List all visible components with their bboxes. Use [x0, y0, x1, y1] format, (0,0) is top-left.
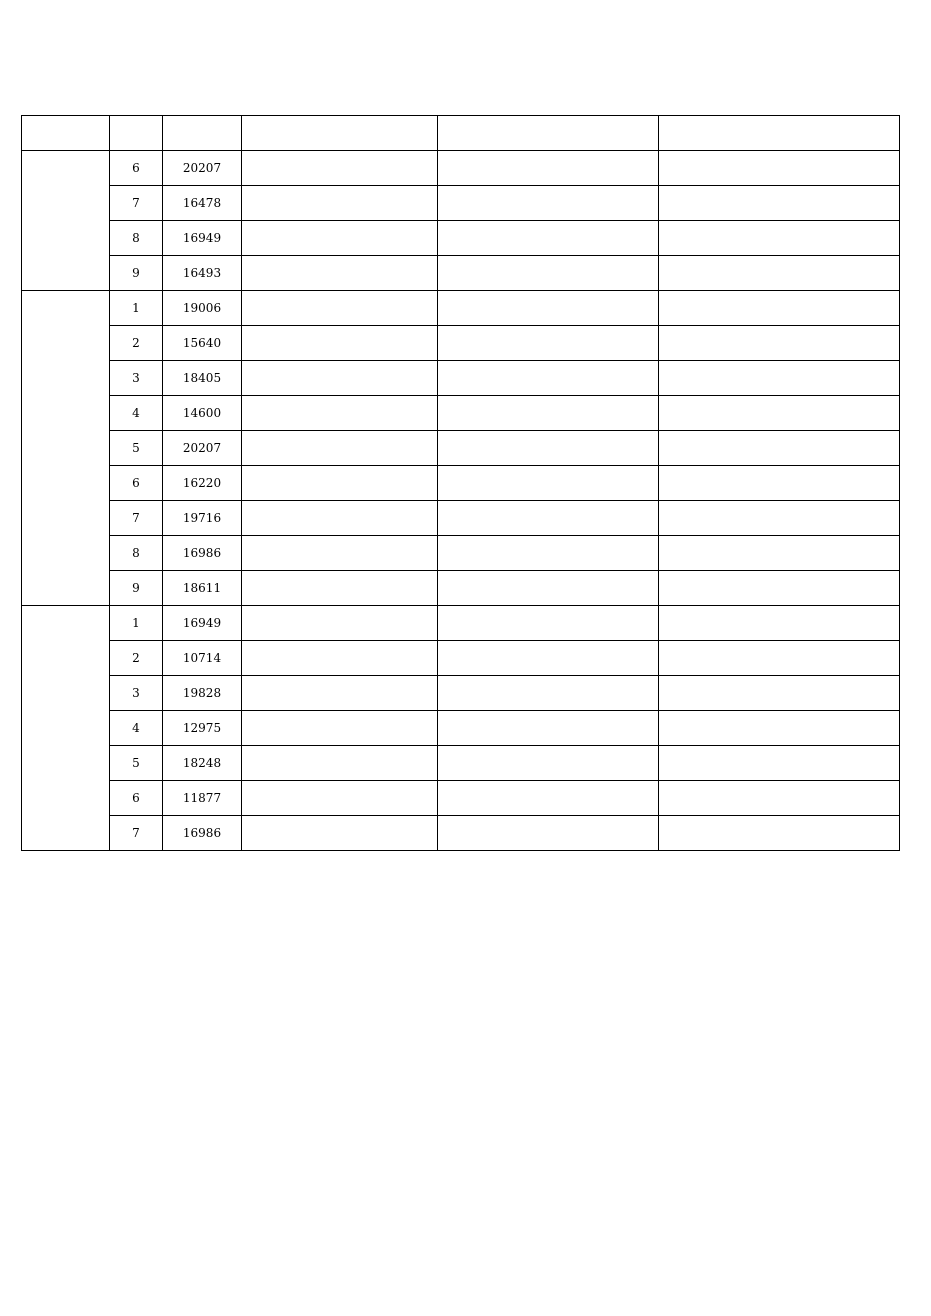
- member-name-cell: [242, 746, 438, 781]
- affiliation-cell: [659, 256, 900, 291]
- member-id-cell: 19006: [163, 291, 242, 326]
- table-row: [22, 781, 900, 816]
- header-child-name: [438, 116, 659, 151]
- table-row: [22, 641, 900, 676]
- child-name-cell: [438, 396, 659, 431]
- order-cell: 3: [110, 361, 163, 396]
- level-cell: [22, 151, 110, 291]
- child-name-cell: [438, 536, 659, 571]
- order-cell: 6: [110, 781, 163, 816]
- child-name-cell: [438, 641, 659, 676]
- member-name-cell: [242, 221, 438, 256]
- affiliation-cell: [659, 571, 900, 606]
- affiliation-cell: [659, 536, 900, 571]
- table-row: [22, 816, 900, 851]
- order-cell: 4: [110, 396, 163, 431]
- child-name-cell: [438, 781, 659, 816]
- member-id-cell: 16986: [163, 536, 242, 571]
- table-row: [22, 151, 900, 186]
- level-cell: [22, 291, 110, 606]
- order-cell: 9: [110, 571, 163, 606]
- table-row: [22, 536, 900, 571]
- order-cell: 1: [110, 291, 163, 326]
- order-cell: 7: [110, 816, 163, 851]
- table-row: [22, 501, 900, 536]
- affiliation-cell: [659, 501, 900, 536]
- table-row: [22, 746, 900, 781]
- member-id-cell: 16949: [163, 606, 242, 641]
- member-id-cell: 12975: [163, 711, 242, 746]
- table-body: [22, 151, 900, 851]
- child-name-cell: [438, 291, 659, 326]
- member-id-cell: 16949: [163, 221, 242, 256]
- member-id-cell: 18611: [163, 571, 242, 606]
- child-name-cell: [438, 816, 659, 851]
- member-name-cell: [242, 641, 438, 676]
- affiliation-cell: [659, 816, 900, 851]
- level-cell: [22, 606, 110, 851]
- order-cell: 6: [110, 151, 163, 186]
- child-name-cell: [438, 151, 659, 186]
- member-name-cell: [242, 256, 438, 291]
- affiliation-cell: [659, 606, 900, 641]
- table-row: [22, 291, 900, 326]
- member-id-cell: 18248: [163, 746, 242, 781]
- table-row: [22, 326, 900, 361]
- member-name-cell: [242, 151, 438, 186]
- table-row: [22, 431, 900, 466]
- header-member-name: [242, 116, 438, 151]
- order-cell: 2: [110, 326, 163, 361]
- affiliation-cell: [659, 221, 900, 256]
- table-row: [22, 606, 900, 641]
- member-name-cell: [242, 676, 438, 711]
- member-id-cell: 20207: [163, 431, 242, 466]
- table-row: [22, 711, 900, 746]
- table-row: [22, 186, 900, 221]
- member-name-cell: [242, 816, 438, 851]
- affiliation-cell: [659, 466, 900, 501]
- affiliation-cell: [659, 326, 900, 361]
- member-name-cell: [242, 326, 438, 361]
- member-id-cell: 19716: [163, 501, 242, 536]
- child-name-cell: [438, 746, 659, 781]
- header-level: [22, 116, 110, 151]
- member-id-cell: 16493: [163, 256, 242, 291]
- member-name-cell: [242, 536, 438, 571]
- order-cell: 4: [110, 711, 163, 746]
- member-name-cell: [242, 186, 438, 221]
- affiliation-cell: [659, 151, 900, 186]
- table-row: [22, 221, 900, 256]
- affiliation-cell: [659, 186, 900, 221]
- member-name-cell: [242, 361, 438, 396]
- order-cell: 9: [110, 256, 163, 291]
- order-cell: 5: [110, 431, 163, 466]
- member-id-cell: 14600: [163, 396, 242, 431]
- member-table: [21, 115, 900, 851]
- member-name-cell: [242, 571, 438, 606]
- header-member-id: [163, 116, 242, 151]
- member-name-cell: [242, 781, 438, 816]
- table-row: [22, 361, 900, 396]
- child-name-cell: [438, 466, 659, 501]
- member-name-cell: [242, 606, 438, 641]
- order-cell: 1: [110, 606, 163, 641]
- child-name-cell: [438, 606, 659, 641]
- child-name-cell: [438, 501, 659, 536]
- member-id-cell: 10714: [163, 641, 242, 676]
- member-id-cell: 16986: [163, 816, 242, 851]
- child-name-cell: [438, 711, 659, 746]
- header-row: [22, 116, 900, 151]
- order-cell: 6: [110, 466, 163, 501]
- child-name-cell: [438, 186, 659, 221]
- member-name-cell: [242, 431, 438, 466]
- child-name-cell: [438, 256, 659, 291]
- member-name-cell: [242, 501, 438, 536]
- affiliation-cell: [659, 711, 900, 746]
- member-name-cell: [242, 396, 438, 431]
- table-row: [22, 676, 900, 711]
- member-name-cell: [242, 291, 438, 326]
- order-cell: 8: [110, 536, 163, 571]
- child-name-cell: [438, 571, 659, 606]
- table-row: [22, 571, 900, 606]
- order-cell: 5: [110, 746, 163, 781]
- affiliation-cell: [659, 396, 900, 431]
- member-name-cell: [242, 466, 438, 501]
- order-cell: 8: [110, 221, 163, 256]
- member-id-cell: 15640: [163, 326, 242, 361]
- order-cell: 3: [110, 676, 163, 711]
- member-id-cell: 18405: [163, 361, 242, 396]
- child-name-cell: [438, 361, 659, 396]
- member-name-cell: [242, 711, 438, 746]
- header-affiliation: [659, 116, 900, 151]
- affiliation-cell: [659, 781, 900, 816]
- child-name-cell: [438, 431, 659, 466]
- affiliation-cell: [659, 746, 900, 781]
- affiliation-cell: [659, 676, 900, 711]
- table-row: [22, 396, 900, 431]
- child-name-cell: [438, 326, 659, 361]
- member-id-cell: 20207: [163, 151, 242, 186]
- order-cell: 7: [110, 501, 163, 536]
- order-cell: 7: [110, 186, 163, 221]
- member-id-cell: 16478: [163, 186, 242, 221]
- child-name-cell: [438, 676, 659, 711]
- child-name-cell: [438, 221, 659, 256]
- header-order: [110, 116, 163, 151]
- member-id-cell: 11877: [163, 781, 242, 816]
- order-cell: 2: [110, 641, 163, 676]
- affiliation-cell: [659, 361, 900, 396]
- affiliation-cell: [659, 431, 900, 466]
- affiliation-cell: [659, 641, 900, 676]
- table-row: [22, 256, 900, 291]
- member-id-cell: 16220: [163, 466, 242, 501]
- member-id-cell: 19828: [163, 676, 242, 711]
- affiliation-cell: [659, 291, 900, 326]
- table-row: [22, 466, 900, 501]
